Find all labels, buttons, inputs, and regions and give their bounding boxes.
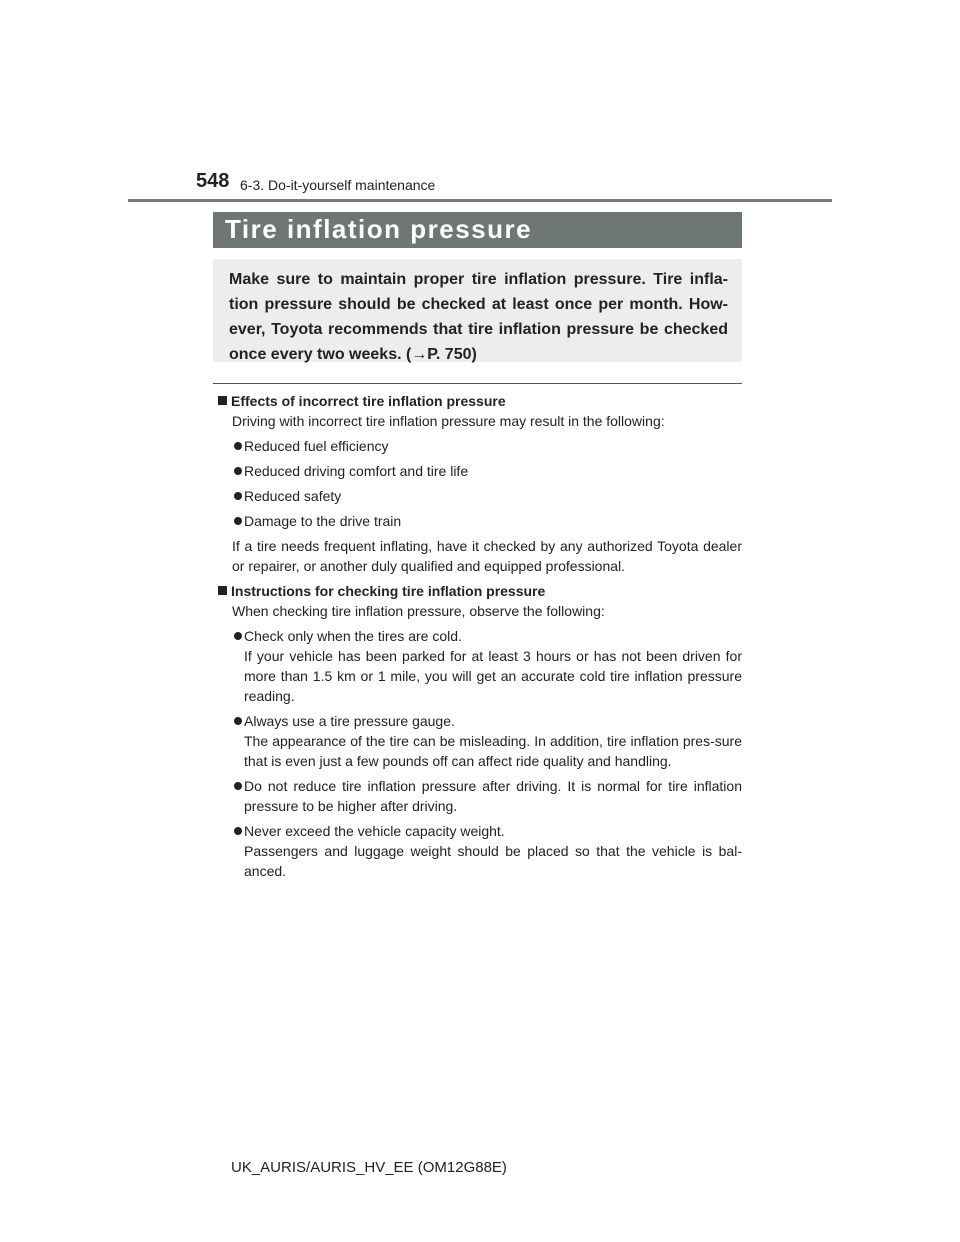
content [218, 391, 742, 881]
list-item: Damage to the drive train [218, 511, 742, 531]
content-divider [213, 383, 742, 384]
document-code: UK_AURIS/AURIS_HV_EE (OM12G88E) [231, 1159, 507, 1176]
list-item: Reduced driving comfort and tire life [218, 461, 742, 481]
list-item: Reduced fuel efficiency [218, 436, 742, 456]
bullet-detail: If your vehicle has been parked for at least 3 hours or has not been driven for more than 1.5 km or 1 mile, you will get an accurate cold tire inflation pressure reading. [244, 648, 742, 704]
intro-text: Make sure to maintain proper tire inflation pressure. Tire infla-tion pressure should be checked at least once per month. How-ever, Toyota recommends that tire inflation pressure be checked once every two weeks. (→P. 750) [229, 271, 728, 363]
title-bar [213, 212, 742, 248]
bullet-dot-icon [234, 827, 242, 835]
list-item [218, 711, 742, 771]
section-heading: Effects of incorrect tire inflation pressure [218, 391, 742, 411]
list-item [218, 821, 742, 881]
list-item: Reduced safety [218, 486, 742, 506]
bullet-line: Check only when the tires are cold. [244, 628, 462, 644]
list-item [218, 776, 742, 816]
bullet-dot-icon [234, 467, 242, 475]
section-intro: Driving with incorrect tire inflation pressure may result in the following: [232, 413, 665, 429]
bullet-dot-icon [234, 632, 242, 640]
bullet-dot-icon [234, 717, 242, 725]
section-outro: If a tire needs frequent inflating, have it checked by any authorized Toyota dealer or repairer, or another duly qualified and equipped professional. [232, 538, 742, 574]
section-intro: When checking tire inflation pressure, observe the following: [232, 603, 605, 619]
bullet-line: Never exceed the vehicle capacity weight. [244, 823, 505, 839]
bullet-dot-icon [234, 517, 242, 525]
section-heading: Instructions for checking tire inflation pressure [218, 581, 742, 601]
square-bullet-icon [218, 586, 227, 595]
page-number: 548 [196, 170, 230, 192]
intro-box [213, 259, 742, 362]
square-bullet-icon [218, 396, 227, 405]
header-rule [128, 199, 832, 202]
bullet-list [218, 626, 742, 881]
bullet-line: Always use a tire pressure gauge. [244, 713, 455, 729]
bullet-detail: Passengers and luggage weight should be placed so that the vehicle is bal-anced. [244, 843, 742, 879]
bullet-dot-icon [234, 492, 242, 500]
bullet-dot-icon [234, 442, 242, 450]
bullet-line: Do not reduce tire inflation pressure after driving. It is normal for tire inflation pressure to be higher after driving. [244, 778, 742, 814]
bullet-dot-icon [234, 782, 242, 790]
section-label: 6-3. Do-it-yourself maintenance [240, 177, 436, 193]
list-item [218, 626, 742, 706]
bullet-detail: The appearance of the tire can be misleading. In addition, tire inflation pres-sure that is even just a few pounds off can affect ride quality and handling. [244, 733, 742, 769]
page-title: Tire inflation pressure [225, 214, 533, 244]
bullet-list [218, 436, 742, 531]
